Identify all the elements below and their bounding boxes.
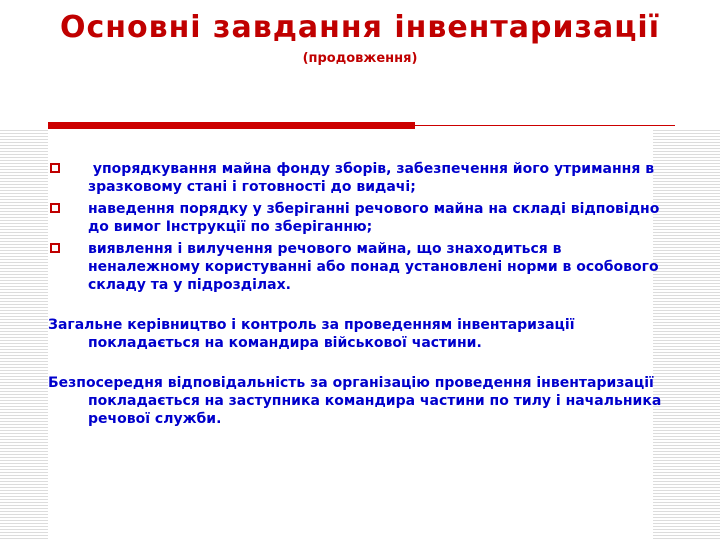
slide-title: Основні завдання інвентаризації [59,10,661,45]
paragraph-general-management: Загальне керівництво і контроль за проведенням інвентаризації покладається на командира військової частини. [48,317,575,351]
bullet-item [48,240,678,294]
slide-body [48,160,678,428]
bullet-text: упорядкування майна фонду зборів, забезпечення його утримання в зразковому стані і готовності до видачі; [88,161,659,195]
bullet-item [48,160,678,196]
square-bullet-icon [50,203,60,213]
bullet-text: наведення порядку у зберіганні речового майна на складі відповідно до вимог Інструкції по зберіганню; [88,201,660,235]
square-bullet-icon [50,163,60,173]
slide-subtitle: (продовження) [302,51,418,66]
square-bullet-icon [50,243,60,253]
bullet-text: виявлення і вилучення речового майна, що знаходиться в неналежному користуванні або понад установлені норми в особового складу та у підрозділах. [88,241,659,293]
title-underline-thick [48,122,415,129]
paragraph-direct-responsibility: Безпосередня відповідальність за організацію проведення інвентаризації покладається на заступника командира частини по тилу і начальника речової служби. [48,375,662,427]
title-underline-thin [415,125,675,126]
bullet-item [48,200,678,236]
